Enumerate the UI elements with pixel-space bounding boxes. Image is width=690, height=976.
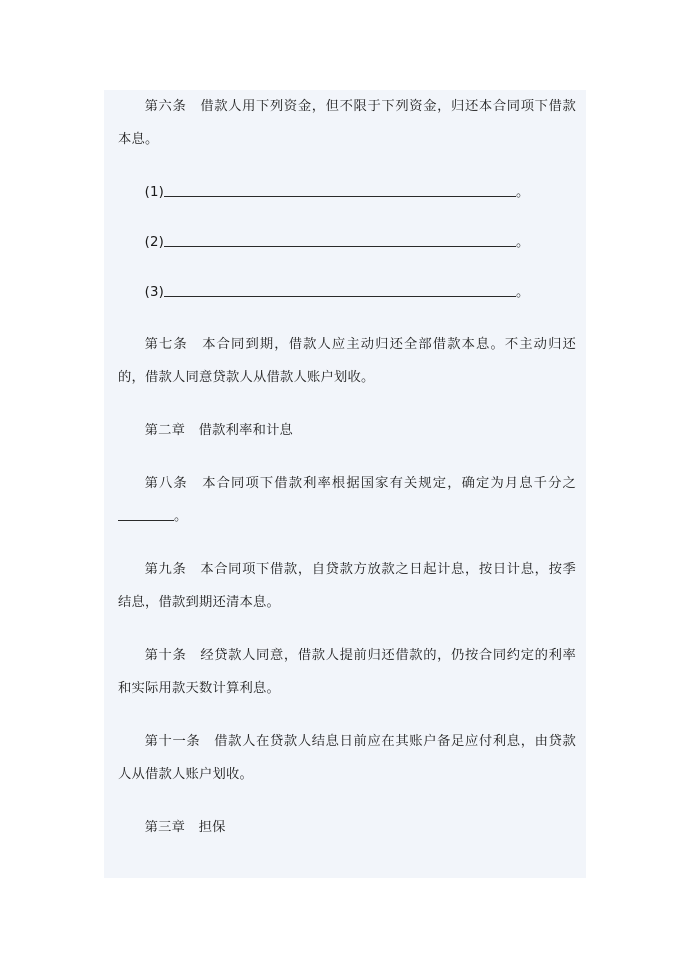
paragraph-article-11: 第十一条 借款人在贷款人结息日前应在其账户备足应付利息，由贷款人从借款人账户划收。 <box>118 734 576 782</box>
paragraph-gap <box>118 309 576 328</box>
article-8-rule[interactable] <box>118 510 160 521</box>
paragraph-gap <box>118 619 576 639</box>
blank-item-3-rule[interactable] <box>164 286 516 297</box>
blank-item-2-rule[interactable] <box>164 236 516 247</box>
paragraph-gap <box>118 705 576 725</box>
paragraph-gap <box>118 394 576 414</box>
blank-item-2-terminator: 。 <box>516 235 530 250</box>
blank-item-3-marker: (3) <box>144 285 165 300</box>
paragraph-gap <box>118 533 576 553</box>
blank-item-1 <box>118 176 576 209</box>
article-8-text: 第八条 本合同项下借款利率根据国家有关规定，确定为月息千分之 <box>144 476 576 491</box>
blank-item-1-rule[interactable] <box>164 186 516 197</box>
blank-item-3 <box>118 276 576 309</box>
paragraph-gap <box>118 209 576 226</box>
blank-item-2-marker: (2) <box>144 235 165 250</box>
paragraph-gap <box>118 259 576 276</box>
chapter-heading-3: 第三章 担保 <box>144 820 226 835</box>
blank-item-3-terminator: 。 <box>516 285 530 300</box>
document-content-block <box>104 90 586 878</box>
article-8-rule-continuation[interactable] <box>160 510 174 521</box>
paragraph-gap <box>118 791 576 811</box>
blank-item-1-terminator: 。 <box>516 185 530 200</box>
paragraph-gap <box>118 447 576 467</box>
document-text-body <box>118 90 576 844</box>
blank-item-2 <box>118 226 576 259</box>
article-8-terminator: 。 <box>174 509 188 524</box>
paragraph-article-7: 第七条 本合同到期，借款人应主动归还全部借款本息。不主动归还的，借款人同意贷款人从借款人账户划收。 <box>118 337 576 385</box>
blank-item-1-marker: (1) <box>144 185 165 200</box>
paragraph-article-8 <box>118 467 576 533</box>
paragraph-article-9: 第九条 本合同项下借款，自贷款方放款之日起计息，按日计息，按季结息，借款到期还清本息。 <box>118 562 576 610</box>
paragraph-gap <box>118 156 576 176</box>
paragraph-article-6: 第六条 借款人用下列资金，但不限于下列资金，归还本合同项下借款本息。 <box>118 99 576 147</box>
paragraph-article-10: 第十条 经贷款人同意，借款人提前归还借款的，仍按合同约定的利率和实际用款天数计算利息。 <box>118 648 576 696</box>
chapter-heading-2: 第二章 借款利率和计息 <box>144 423 294 438</box>
